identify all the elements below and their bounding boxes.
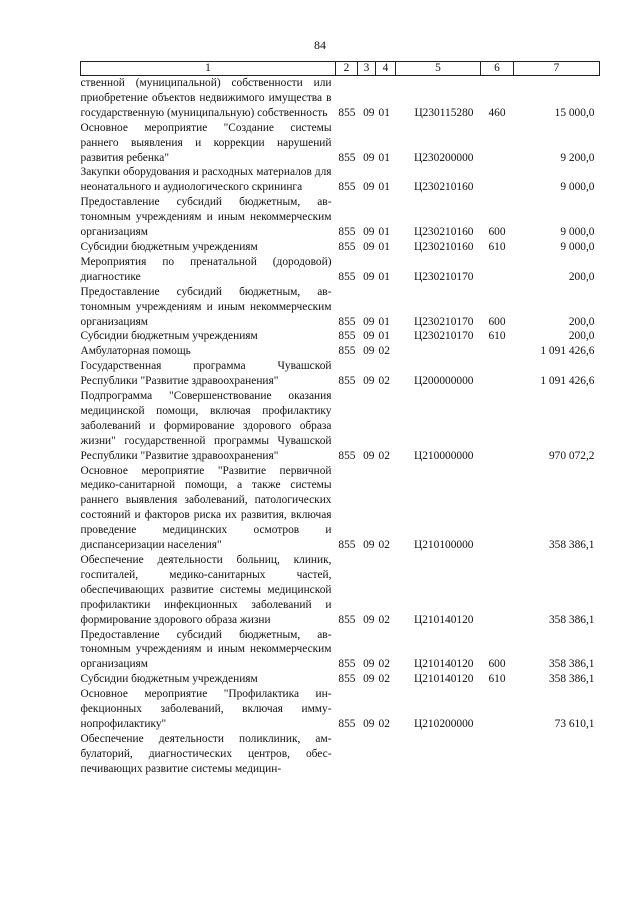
- row-target-article: Ц200000000: [414, 375, 474, 388]
- row-section-code: 09: [363, 449, 375, 462]
- row-subsection-code: 02: [378, 375, 390, 388]
- row-expense-type: 610: [488, 330, 506, 343]
- row-target-article: Ц230210160: [414, 181, 474, 194]
- row-expense-type: [481, 553, 514, 628]
- row-target-article: Ц230210160: [414, 226, 474, 239]
- row-amount: 73 610,1: [554, 717, 595, 730]
- row-section-code: 09: [363, 226, 375, 239]
- table-row: [81, 389, 600, 464]
- row-admin-code: 855: [338, 717, 356, 730]
- row-admin-code: 855: [338, 226, 356, 239]
- table-row: [81, 344, 600, 359]
- row-target-article: Ц230115280: [414, 106, 474, 119]
- row-amount: 9 000,0: [560, 226, 595, 239]
- table-row: [81, 359, 600, 389]
- row-expense-type: [481, 359, 514, 389]
- row-subsection-code: 01: [378, 151, 390, 164]
- row-target-article: Ц210000000: [414, 449, 474, 462]
- table-row: [81, 165, 600, 195]
- row-subsection-code: 01: [378, 315, 390, 328]
- row-name-cell: Субсидии бюджетным учреждениям: [80, 330, 258, 343]
- row-target-article: Ц210140120: [414, 658, 474, 671]
- row-section-code: 09: [363, 345, 375, 358]
- table-row: [81, 285, 600, 330]
- row-subsection-code: 01: [378, 181, 390, 194]
- row-admin-code: 855: [338, 375, 356, 388]
- row-name-cell: Предоставление субсидий бюджетным, автономным учреждениям и иным некоммерческим организациям: [80, 196, 332, 239]
- row-expense-type: [481, 165, 514, 195]
- row-expense-type: [481, 344, 514, 359]
- row-expense-type: [481, 687, 514, 732]
- column-header-admin: 2: [336, 62, 358, 76]
- row-amount: 1 091 426,6: [540, 345, 595, 358]
- row-section-code: 09: [363, 673, 375, 686]
- row-amount: 200,0: [568, 270, 595, 283]
- row-name-cell: Субсидии бюджетным учреждениям: [80, 673, 258, 686]
- row-name-cell: Закупки оборудования и расходных материалов для неонатального и аудиологического скрининга: [80, 166, 332, 194]
- row-expense-type: 610: [488, 240, 506, 253]
- row-section-code: 09: [363, 270, 375, 283]
- row-admin-code: [336, 732, 358, 777]
- row-admin-code: 855: [338, 673, 356, 686]
- row-section-code: 09: [363, 717, 375, 730]
- row-amount: [514, 732, 600, 777]
- row-section-code: 09: [363, 330, 375, 343]
- row-name-cell: ственной (муниципальной) собственности или приобретение объектов недвижимого имущества в государственную (муниципальную) собственность: [80, 77, 332, 119]
- row-amount: 970 072,2: [548, 449, 595, 462]
- row-amount: 200,0: [568, 315, 595, 328]
- row-admin-code: 855: [338, 106, 356, 119]
- row-target-article: Ц210140120: [414, 673, 474, 686]
- row-subsection-code: 02: [378, 673, 390, 686]
- table-row: [81, 76, 600, 121]
- row-admin-code: 855: [338, 315, 356, 328]
- row-section-code: 09: [363, 151, 375, 164]
- row-expense-type: [481, 464, 514, 553]
- row-amount: 358 386,1: [548, 658, 595, 671]
- row-amount: 1 091 426,6: [540, 375, 595, 388]
- row-name-cell: Обеспечение деятельности больниц, клиник, госпиталей, медико-санитарных частей, обеспечивающих развитие системы медицинской профилактики инфекционных заболеваний и формирование здорового образа жизни: [80, 554, 332, 626]
- row-admin-code: 855: [338, 270, 356, 283]
- row-name-cell: Государственная программа Чувашской Республики "Развитие здравоохранения": [80, 360, 332, 388]
- row-section-code: 09: [363, 375, 375, 388]
- row-section-code: 09: [363, 181, 375, 194]
- row-admin-code: 855: [338, 240, 356, 253]
- row-section-code: 09: [363, 106, 375, 119]
- row-target-article: Ц210100000: [414, 539, 474, 552]
- row-expense-type: 600: [488, 315, 506, 328]
- row-amount: 358 386,1: [548, 539, 595, 552]
- row-name-cell: Мероприятия по пренатальной (дородовой) диагностике: [80, 255, 332, 283]
- row-admin-code: 855: [338, 539, 356, 552]
- row-subsection-code: 01: [378, 330, 390, 343]
- row-section-code: 09: [363, 613, 375, 626]
- row-section-code: [358, 732, 376, 777]
- row-amount: 9 200,0: [560, 151, 595, 164]
- table-row: [81, 255, 600, 285]
- row-target-article: Ц230210160: [414, 240, 474, 253]
- column-header-name: 1: [81, 62, 336, 76]
- row-subsection-code: 01: [378, 226, 390, 239]
- row-target-article: Ц230210170: [414, 270, 474, 283]
- row-amount: 15 000,0: [554, 106, 595, 119]
- table-row: [81, 121, 600, 166]
- row-amount: 358 386,1: [548, 673, 595, 686]
- header-row: [81, 62, 600, 76]
- row-section-code: 09: [363, 658, 375, 671]
- row-expense-type: [481, 389, 514, 464]
- row-subsection-code: 02: [378, 717, 390, 730]
- table-row: [81, 240, 600, 255]
- row-expense-type: [481, 121, 514, 166]
- table-row: [81, 687, 600, 732]
- table-row: [81, 732, 600, 777]
- row-admin-code: 855: [338, 658, 356, 671]
- row-target-article: Ц210200000: [414, 717, 474, 730]
- row-subsection-code: 02: [378, 613, 390, 626]
- row-subsection-code: 02: [378, 345, 390, 358]
- row-name-cell: Обеспечение деятельности поликлиник, амбулаторий, диагностических центров, обеспечивающих развитие системы медицин-: [80, 732, 332, 775]
- table-row: [81, 553, 600, 628]
- row-subsection-code: 02: [378, 539, 390, 552]
- row-name-cell: Субсидии бюджетным учреждениям: [80, 240, 258, 253]
- row-name-cell: Основное мероприятие "Развитие первичной медико-санитарной помощи, а также системы раннего выявления заболеваний, патологических состояний и факторов риска их развития, включая проведение медицинских осмотров и диспансеризации населения": [80, 464, 332, 552]
- row-target-article: Ц230210170: [414, 315, 474, 328]
- column-header-subsection: 4: [376, 62, 396, 76]
- row-name-cell: Амбулаторная помощь: [80, 345, 191, 358]
- row-name-cell: Подпрограмма "Совершенствование оказания медицинской помощи, включая профилактику заболеваний и формирование здорового образа жизни" государственной программы Чувашской Республики "Развитие здравоохранения": [80, 390, 332, 462]
- row-section-code: 09: [363, 539, 375, 552]
- column-header-target: 5: [396, 62, 481, 76]
- row-amount: 200,0: [568, 330, 595, 343]
- row-target-article: [396, 344, 481, 359]
- row-target-article: Ц230210170: [414, 330, 474, 343]
- row-expense-type: 610: [488, 673, 506, 686]
- row-expense-type: [481, 732, 514, 777]
- row-expense-type: 600: [488, 658, 506, 671]
- row-expense-type: 600: [488, 226, 506, 239]
- row-name-cell: Предоставление субсидий бюджетным, автономным учреждениям и иным некоммерческим организациям: [80, 285, 332, 328]
- row-section-code: 09: [363, 240, 375, 253]
- budget-table: [80, 61, 600, 777]
- row-expense-type: 460: [488, 106, 506, 119]
- row-amount: 9 000,0: [560, 181, 595, 194]
- row-admin-code: 855: [338, 613, 356, 626]
- column-header-amount: 7: [514, 62, 600, 76]
- row-target-article: Ц210140120: [414, 613, 474, 626]
- table-row: [81, 195, 600, 240]
- table-row: [81, 464, 600, 553]
- column-header-expense: 6: [481, 62, 514, 76]
- row-admin-code: 855: [338, 181, 356, 194]
- row-subsection-code: 01: [378, 270, 390, 283]
- row-subsection-code: [376, 732, 396, 777]
- row-target-article: [396, 732, 481, 777]
- row-name-cell: Основное мероприятие "Создание системы раннего выявления и коррекции нарушений развития ребенка": [80, 121, 332, 164]
- row-subsection-code: 02: [378, 658, 390, 671]
- row-subsection-code: 01: [378, 106, 390, 119]
- row-admin-code: 855: [338, 330, 356, 343]
- row-amount: 358 386,1: [548, 613, 595, 626]
- table-row: [81, 329, 600, 344]
- row-expense-type: [481, 255, 514, 285]
- page-number: 84: [314, 38, 326, 52]
- row-name-cell: Основное мероприятие "Профилактика инфекционных заболеваний, включая иммунопрофилактику": [80, 688, 332, 730]
- row-amount: 9 000,0: [560, 240, 595, 253]
- row-admin-code: 855: [338, 345, 356, 358]
- table-row: [81, 628, 600, 673]
- column-header-section: 3: [358, 62, 376, 76]
- row-admin-code: 855: [338, 151, 356, 164]
- row-target-article: Ц230200000: [414, 151, 474, 164]
- row-section-code: 09: [363, 315, 375, 328]
- row-name-cell: Предоставление субсидий бюджетным, автономным учреждениям и иным некоммерческим организациям: [80, 628, 332, 671]
- table-row: [81, 672, 600, 687]
- row-subsection-code: 01: [378, 240, 390, 253]
- row-subsection-code: 02: [378, 449, 390, 462]
- row-admin-code: 855: [338, 449, 356, 462]
- table-body: [81, 76, 600, 777]
